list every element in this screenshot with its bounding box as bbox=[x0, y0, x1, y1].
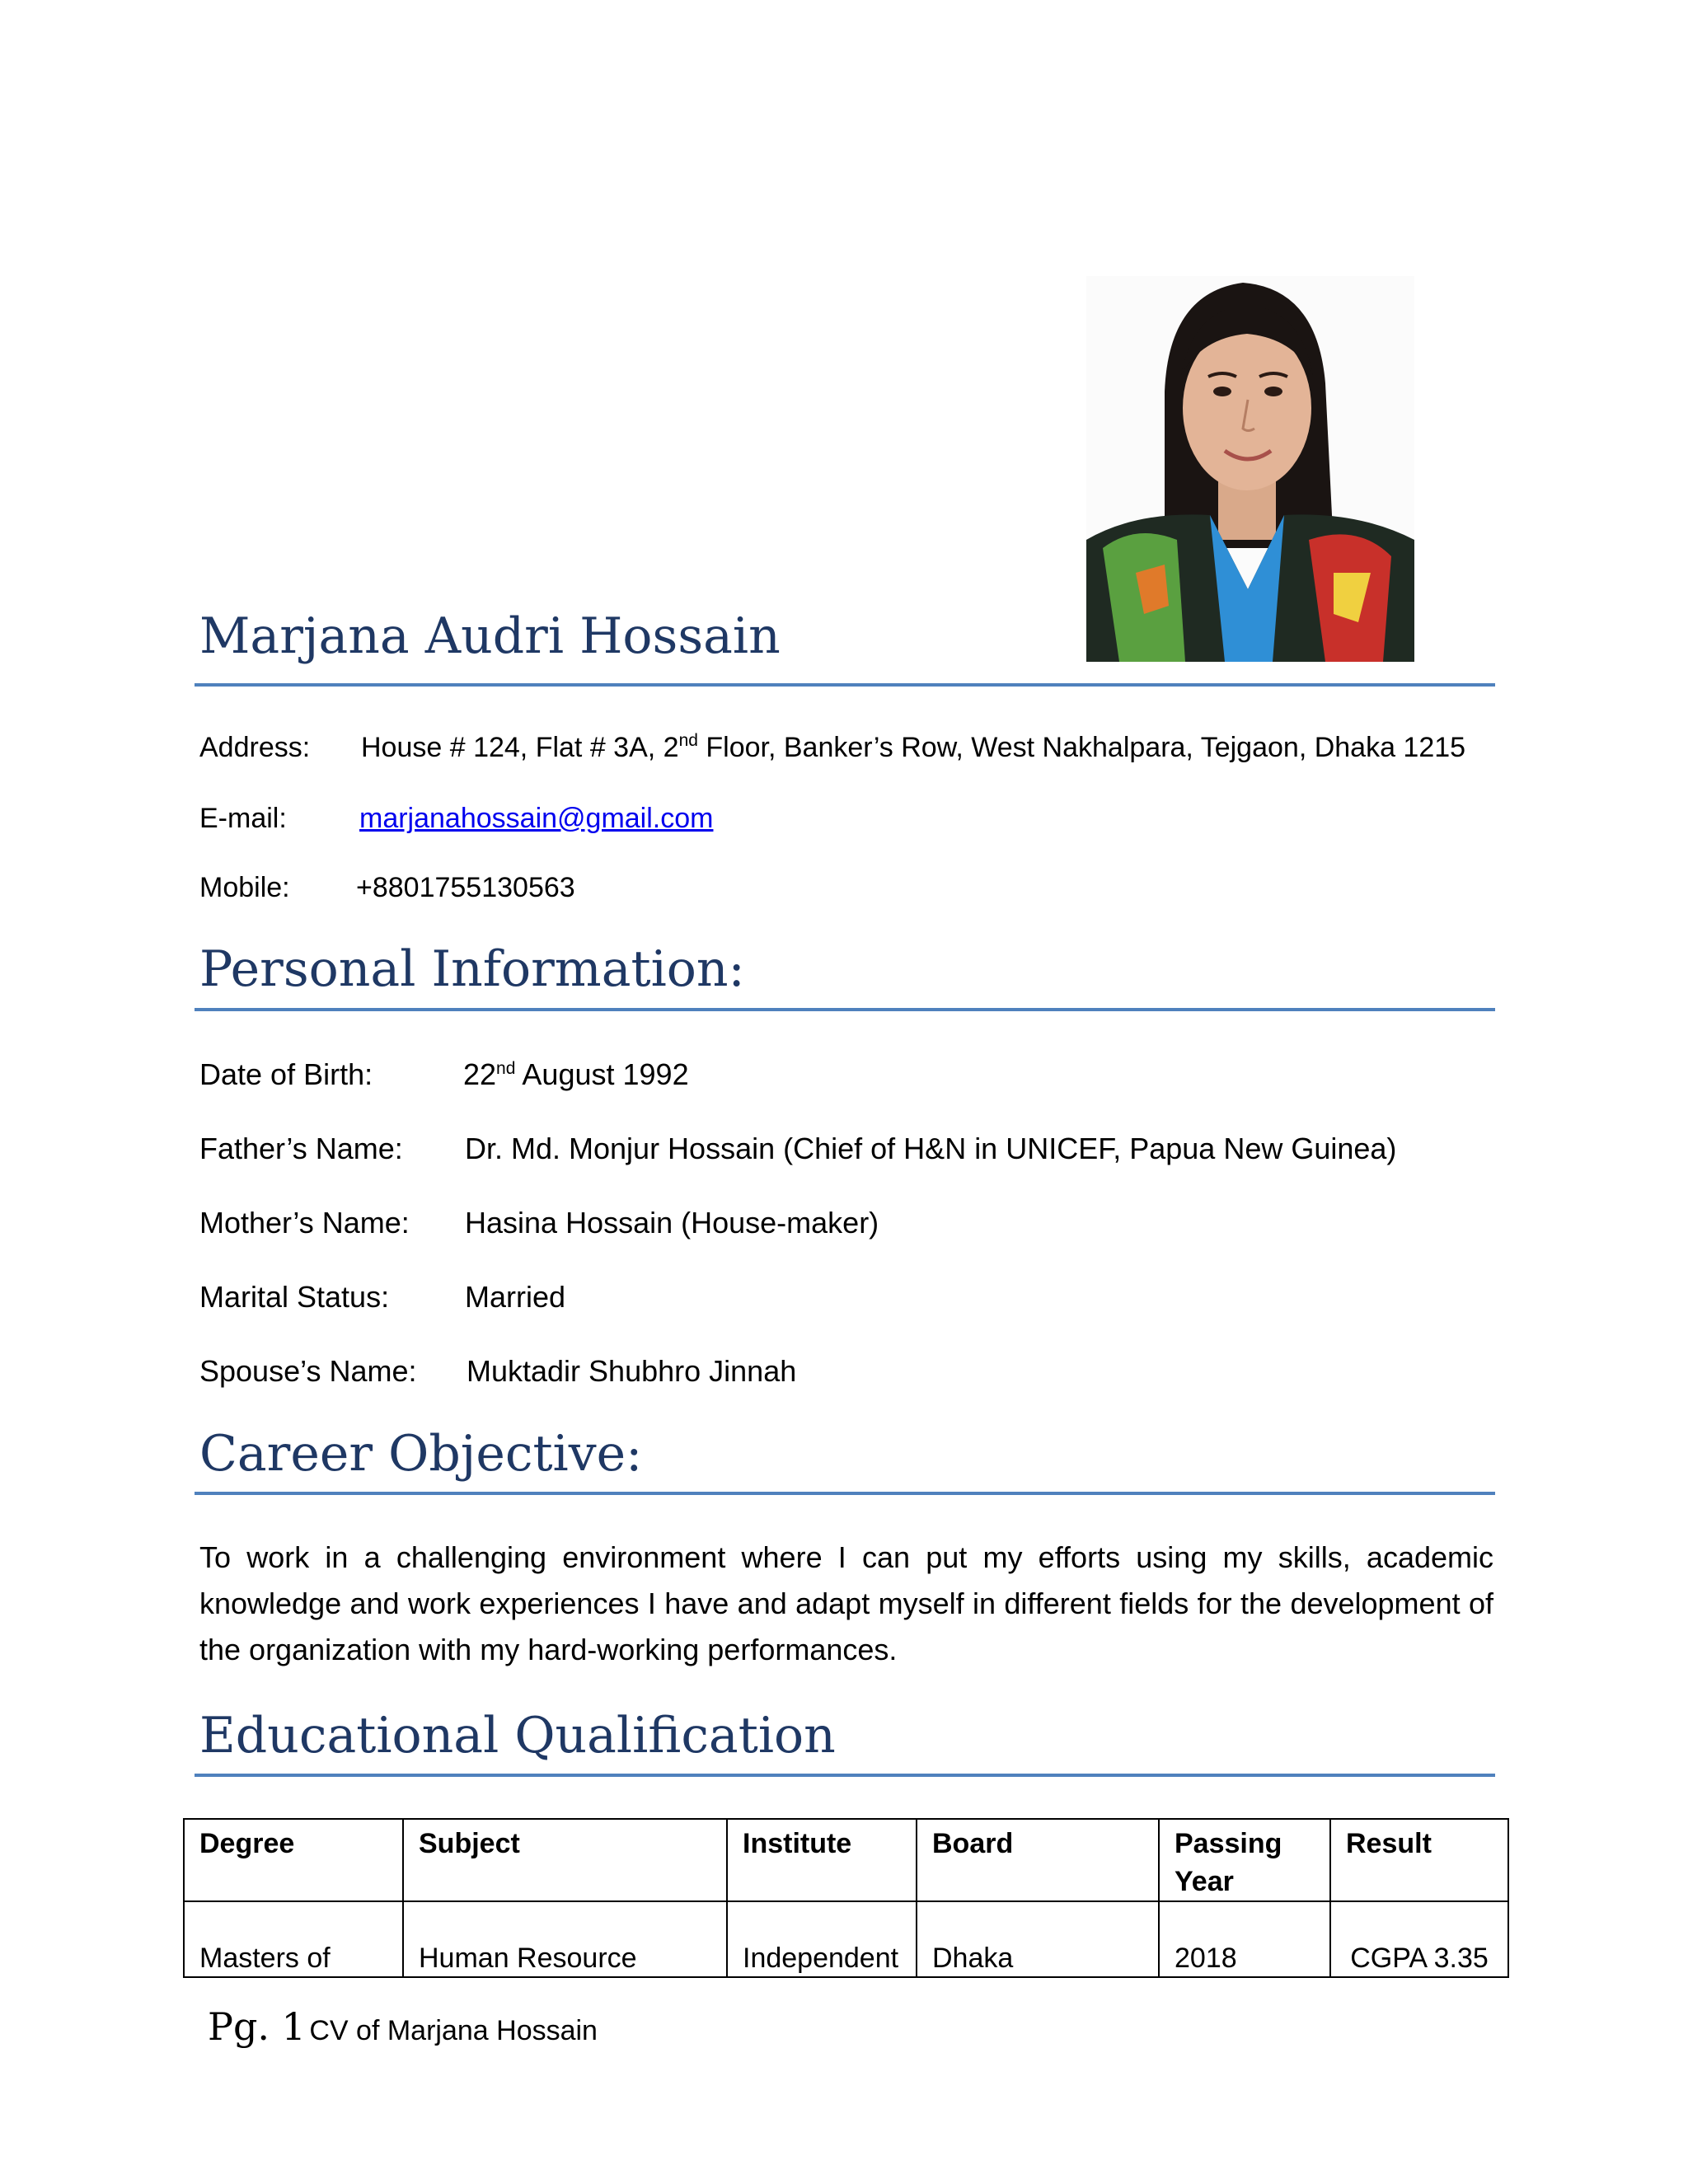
col-header-passing-year: Passing Year bbox=[1159, 1819, 1330, 1901]
father-value: Dr. Md. Monjur Hossain (Chief of H&N in UNICEF, Papua New Guinea) bbox=[465, 1132, 1397, 1165]
col-header-board: Board bbox=[917, 1819, 1159, 1901]
career-objective-heading: Career Objective: bbox=[199, 1425, 643, 1483]
personal-info-heading: Personal Information: bbox=[199, 940, 745, 998]
mother-label: Mother’s Name: bbox=[199, 1206, 410, 1240]
col-header-degree: Degree bbox=[184, 1819, 403, 1901]
dob-label: Date of Birth: bbox=[199, 1057, 373, 1091]
mother-value: Hasina Hossain (House-maker) bbox=[465, 1206, 879, 1240]
col-header-institute: Institute bbox=[727, 1819, 917, 1901]
dob-value: 22nd August 1992 bbox=[463, 1057, 689, 1091]
candidate-name: Marjana Audri Hossain bbox=[199, 607, 781, 665]
col-header-subject: Subject bbox=[403, 1819, 727, 1901]
institute-cell: Independent bbox=[727, 1901, 917, 1977]
personal-info-rule bbox=[195, 1008, 1495, 1011]
profile-photo bbox=[1086, 276, 1414, 662]
spouse-value: Muktadir Shubhro Jinnah bbox=[467, 1354, 797, 1388]
address-value: House # 124, Flat # 3A, 2nd Floor, Banker’s Row, West Nakhalpara, Tejgaon, Dhaka 1215 bbox=[361, 731, 1466, 763]
career-objective-text: To work in a challenging environment where I can put my efforts using my skills, academic knowledge and work experiences I have and adapt myself in different fields for the development of the organization with my hard-working performances. bbox=[199, 1540, 1493, 1666]
address-label: Address: bbox=[199, 732, 311, 763]
col-header-result: Result bbox=[1330, 1819, 1508, 1901]
page-footer bbox=[208, 2004, 598, 2049]
education-table bbox=[183, 1818, 1509, 1978]
passing-year-cell: 2018 bbox=[1159, 1901, 1330, 1977]
table-row bbox=[184, 1901, 1508, 1977]
page-number: Pg. 1 bbox=[208, 2004, 306, 2049]
marital-label: Marital Status: bbox=[199, 1280, 390, 1314]
board-cell: Dhaka bbox=[917, 1901, 1159, 1977]
degree-cell: Masters of bbox=[184, 1901, 403, 1977]
career-objective-rule bbox=[195, 1492, 1495, 1495]
result-cell: CGPA 3.35 bbox=[1330, 1901, 1508, 1977]
spouse-label: Spouse’s Name: bbox=[199, 1354, 417, 1388]
education-header-row bbox=[184, 1819, 1508, 1901]
email-label: E-mail: bbox=[199, 803, 287, 834]
mobile-value: +8801755130563 bbox=[356, 872, 575, 903]
footer-caption: CV of Marjana Hossain bbox=[309, 2015, 598, 2046]
education-rule bbox=[195, 1774, 1495, 1777]
email-link[interactable]: marjanahossain@gmail.com bbox=[359, 803, 714, 834]
mobile-label: Mobile: bbox=[199, 872, 290, 903]
name-rule bbox=[195, 683, 1495, 687]
father-label: Father’s Name: bbox=[199, 1132, 403, 1165]
marital-value: Married bbox=[465, 1280, 566, 1314]
subject-cell: Human Resource bbox=[403, 1901, 727, 1977]
education-heading: Educational Qualification bbox=[199, 1707, 836, 1765]
